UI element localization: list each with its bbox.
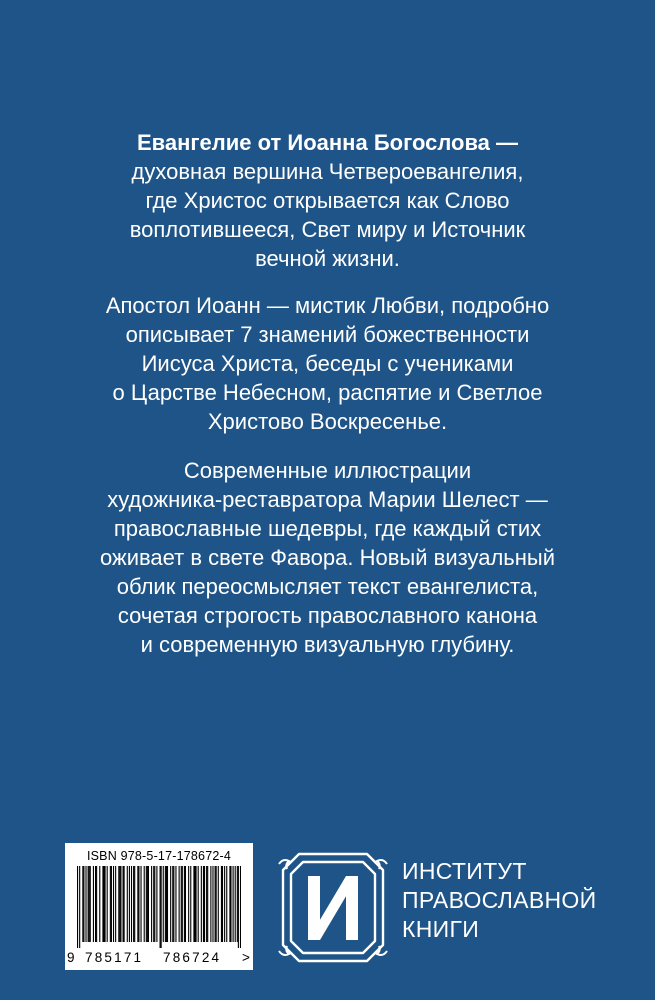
barcode-bar: [190, 866, 191, 942]
apostle-paragraph: [40, 291, 615, 436]
illustrations-line: облик переосмысляет текст евангелиста,: [116, 574, 539, 599]
barcode-bar: [215, 866, 216, 942]
isbn-barcode: [65, 843, 253, 970]
illustrations-line: оживает в свете Фавора. Новый визуальный: [100, 545, 555, 570]
barcode-bar: [82, 866, 83, 942]
barcode-bar: [113, 866, 114, 942]
barcode-bar: [185, 866, 186, 942]
barcode-bar: [170, 866, 171, 942]
barcode-bar: [160, 866, 161, 948]
barcode-bar: [148, 866, 149, 942]
barcode-bar: [88, 866, 89, 942]
barcode-bar: [110, 866, 111, 942]
barcode-bar: [111, 866, 112, 942]
barcode-bar: [90, 866, 91, 942]
barcode-bar: [129, 866, 130, 942]
barcode-bar: [216, 866, 217, 942]
intro-line: вечной жизни.: [255, 246, 400, 271]
barcode-bar: [238, 866, 239, 948]
barcode-bar: [230, 866, 231, 942]
barcode-bar: [165, 866, 166, 942]
publisher-line: ИНСТИТУТ: [402, 858, 527, 884]
apostle-line: Апостол Иоанн — мистик Любви, подробно: [105, 293, 550, 318]
intro-line: духовная вершина Четвероевангелия,: [131, 159, 524, 184]
barcode-bar: [96, 866, 97, 942]
apostle-line: Иисуса Христа, беседы с учениками: [141, 351, 514, 376]
barcode-bar: [146, 866, 147, 942]
barcode-bar: [229, 866, 230, 942]
barcode-bar: [181, 866, 182, 942]
barcode-bar: [235, 866, 236, 942]
barcode-bar: [93, 866, 94, 942]
publisher-line: КНИГИ: [402, 916, 480, 942]
publisher-logo-icon: [275, 846, 391, 969]
barcode-bar: [172, 866, 173, 942]
barcode-bar: [188, 866, 189, 942]
barcode-bar: [115, 866, 116, 942]
barcode-bar: [207, 866, 208, 942]
barcode-bar: [166, 866, 167, 942]
illustrations-line: православные шедевры, где каждый стих: [113, 516, 542, 541]
barcode-bar: [140, 866, 141, 942]
barcode-bar: [198, 866, 199, 942]
illustrations-line: и современную визуальную глубину.: [140, 632, 515, 657]
barcode-bar: [210, 866, 211, 942]
barcode-bar: [184, 866, 185, 942]
intro-paragraph: [40, 128, 615, 273]
barcode-bar: [221, 866, 222, 942]
publisher-name: [402, 857, 596, 944]
intro-title-line: Евангелие от Иоанна Богослова —: [136, 130, 519, 155]
barcode-bar: [161, 866, 162, 948]
barcode-bar: [153, 866, 154, 942]
barcode-bar: [89, 866, 90, 942]
illustrations-line: Современные иллюстрации: [183, 458, 472, 483]
barcode-bar: [147, 866, 148, 942]
illustrations-line: сочетая строгость православного канона: [117, 603, 538, 628]
barcode-bar: [134, 866, 135, 942]
apostle-line: о Царстве Небесном, распятие и Светлое: [112, 380, 543, 405]
barcode-bar: [203, 866, 204, 942]
barcode-bar: [163, 866, 164, 942]
barcode-bar: [83, 866, 84, 942]
barcode-bar: [179, 866, 180, 942]
barcode-bar: [233, 866, 234, 942]
barcode-bar: [99, 866, 100, 942]
barcode-bar: [138, 866, 139, 942]
barcode-bar: [156, 866, 157, 942]
barcode-bar: [133, 866, 134, 942]
illustrations-paragraph: [40, 456, 615, 659]
barcode-bar: [107, 866, 108, 942]
barcode-icon: [77, 866, 241, 948]
barcode-bar: [118, 866, 119, 942]
barcode-bar: [85, 866, 86, 942]
barcode-bar: [237, 866, 238, 942]
barcode-bar: [224, 866, 225, 942]
barcode-bar: [204, 866, 205, 942]
barcode-bar: [103, 866, 104, 942]
barcode-bar: [218, 866, 219, 942]
barcode-bar: [144, 866, 145, 942]
barcode-bar: [137, 866, 138, 942]
barcode-bar: [194, 866, 195, 942]
barcode-bar: [154, 866, 155, 942]
barcode-bar: [226, 866, 227, 942]
barcode-digit-first: 9: [67, 950, 75, 965]
apostle-line: описывает 7 знамений божественности: [125, 322, 530, 347]
barcode-bar: [151, 866, 152, 942]
barcode-digit-group2: 786724: [163, 950, 222, 965]
intro-line: где Христос открывается как Слово: [145, 188, 510, 213]
barcode-bar: [79, 866, 80, 948]
barcode-bar: [222, 866, 223, 942]
barcode-bar: [193, 866, 194, 942]
barcode-bar: [240, 866, 241, 948]
barcode-bar: [124, 866, 125, 942]
barcode-bar: [175, 866, 176, 942]
publisher-line: ПРАВОСЛАВНОЙ: [402, 887, 597, 913]
barcode-bar: [77, 866, 78, 948]
apostle-line: Христово Воскресенье.: [207, 409, 448, 434]
barcode-bar: [127, 866, 128, 942]
barcode-bar: [167, 866, 168, 942]
barcode-bar: [119, 866, 120, 942]
barcode-bar: [131, 866, 132, 942]
barcode-bar: [173, 866, 174, 942]
barcode-bar: [182, 866, 183, 942]
barcode-bar: [105, 866, 106, 942]
barcode-bar: [196, 866, 197, 942]
barcode-bar: [201, 866, 202, 942]
isbn-label: ISBN 978-5-17-178672-4: [86, 849, 232, 863]
barcode-bar: [212, 866, 213, 942]
intro-line: воплотившееся, Свет миру и Источник: [129, 217, 526, 242]
barcode-bar: [120, 866, 121, 942]
illustrations-line: художника-реставратора Марии Шелест —: [107, 487, 548, 512]
barcode-bar: [123, 866, 124, 942]
barcode-bar: [206, 866, 207, 942]
barcode-digit-end: >: [242, 950, 250, 965]
barcode-bar: [95, 866, 96, 942]
barcode-bar: [102, 866, 103, 942]
barcode-digit-group1: 785171: [85, 950, 144, 965]
